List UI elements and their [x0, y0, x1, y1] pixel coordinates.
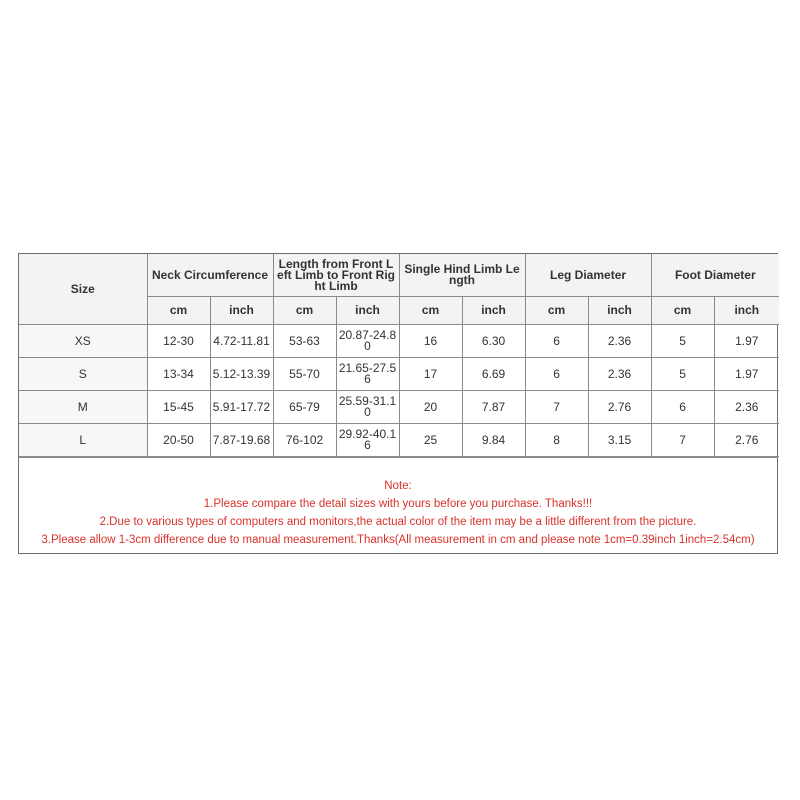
unit-header-cm: cm	[399, 297, 462, 325]
unit-header-inch: inch	[210, 297, 273, 325]
table-cell: 2.36	[588, 358, 651, 391]
group-header-hind-limb-length: Single Hind Limb Length	[399, 254, 525, 297]
table-cell: 7	[525, 391, 588, 424]
group-header-neck: Neck Circumference	[147, 254, 273, 297]
table-cell: 53-63	[273, 325, 336, 358]
notes-title: Note:	[384, 480, 412, 492]
unit-header-inch: inch	[462, 297, 525, 325]
table-cell: 6	[525, 358, 588, 391]
table-cell: 7	[651, 424, 714, 457]
unit-header-inch: inch	[714, 297, 779, 325]
size-header: Size	[19, 254, 147, 325]
table-cell: 8	[525, 424, 588, 457]
table-cell: 4.72-11.81	[210, 325, 273, 358]
table-cell: 65-79	[273, 391, 336, 424]
table-cell: 6.69	[462, 358, 525, 391]
table-cell: 13-34	[147, 358, 210, 391]
size-cell: L	[19, 424, 147, 457]
size-table	[19, 254, 779, 457]
table-row	[19, 325, 779, 358]
table-cell: 2.36	[588, 325, 651, 358]
table-cell: 7.87	[462, 391, 525, 424]
table-cell: 20-50	[147, 424, 210, 457]
table-cell: 15-45	[147, 391, 210, 424]
unit-header-cm: cm	[651, 297, 714, 325]
table-cell: 21.65-27.56	[336, 358, 399, 391]
note-line: 3.Please allow 1-3cm difference due to manual measurement.Thanks(All measurement in cm and please note 1cm=0.39inch 1inch=2.54cm)	[41, 534, 755, 546]
table-row	[19, 424, 779, 457]
table-cell: 17	[399, 358, 462, 391]
table-cell: 2.76	[714, 424, 779, 457]
table-cell: 55-70	[273, 358, 336, 391]
size-cell: XS	[19, 325, 147, 358]
table-row	[19, 391, 779, 424]
table-cell: 6	[525, 325, 588, 358]
unit-header-inch: inch	[588, 297, 651, 325]
note-line: 1.Please compare the detail sizes with yours before you purchase. Thanks!!!	[203, 498, 593, 510]
table-cell: 29.92-40.16	[336, 424, 399, 457]
notes-section	[19, 457, 777, 553]
unit-header-cm: cm	[525, 297, 588, 325]
table-cell: 7.87-19.68	[210, 424, 273, 457]
table-cell: 25.59-31.10	[336, 391, 399, 424]
table-cell: 6	[651, 391, 714, 424]
table-cell: 5	[651, 358, 714, 391]
unit-header-cm: cm	[147, 297, 210, 325]
table-cell: 1.97	[714, 358, 779, 391]
table-cell: 2.36	[714, 391, 779, 424]
table-cell: 1.97	[714, 325, 779, 358]
unit-header-inch: inch	[336, 297, 399, 325]
group-header-leg-diameter: Leg Diameter	[525, 254, 651, 297]
table-cell: 76-102	[273, 424, 336, 457]
size-cell: S	[19, 358, 147, 391]
table-cell: 25	[399, 424, 462, 457]
table-cell: 6.30	[462, 325, 525, 358]
group-header-foot-diameter: Foot Diameter	[651, 254, 779, 297]
table-cell: 20.87-24.80	[336, 325, 399, 358]
table-cell: 16	[399, 325, 462, 358]
size-chart	[18, 253, 778, 554]
table-cell: 9.84	[462, 424, 525, 457]
table-cell: 3.15	[588, 424, 651, 457]
group-header-front-limb-length: Length from Front Left Limb to Front Right Limb	[273, 254, 399, 297]
table-cell: 5	[651, 325, 714, 358]
unit-header-cm: cm	[273, 297, 336, 325]
table-cell: 20	[399, 391, 462, 424]
table-cell: 5.91-17.72	[210, 391, 273, 424]
note-line: 2.Due to various types of computers and monitors,the actual color of the item may be a little different from the picture.	[99, 516, 697, 528]
table-cell: 5.12-13.39	[210, 358, 273, 391]
size-cell: M	[19, 391, 147, 424]
table-cell: 2.76	[588, 391, 651, 424]
table-row	[19, 358, 779, 391]
table-cell: 12-30	[147, 325, 210, 358]
